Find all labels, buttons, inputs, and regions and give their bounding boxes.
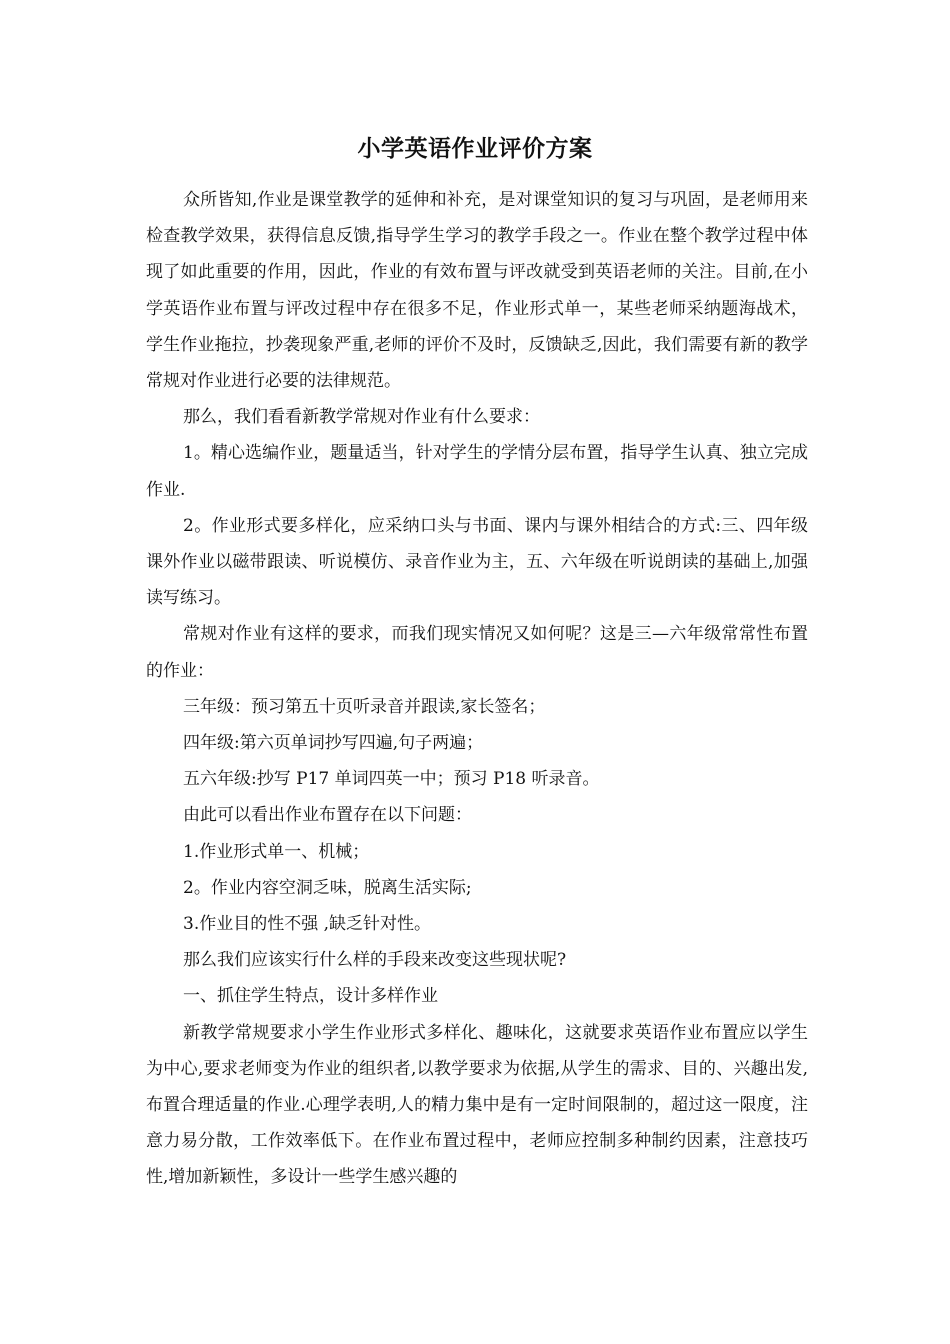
- paragraph-problems-lead: 由此可以看出作业布置存在以下问题：: [183, 805, 472, 826]
- paragraph-grade-5-6: 五六年级:抄写 P17 单词四英一中；预习 P18 听录音。: [183, 769, 600, 790]
- paragraph-requirement-2: 2。作业形式要多样化，应采纳口头与书面、课内与课外相结合的方式:三、四年级课外作业以磁带跟读、听说模仿、录音作业为主，五、六年级在听说朗读的基础上,加强读写练习。: [146, 515, 808, 609]
- document-title: 小学英语作业评价方案: [357, 135, 593, 162]
- paragraph-grade-3: 三年级：预习第五十页听录音并跟读,家长签名；: [183, 696, 546, 717]
- paragraph-section-1-body: 新教学常规要求小学生作业形式多样化、趣味化，这就要求英语作业布置应以学生为中心,要求老师变为作业的组织者,以教学要求为依据,从学生的需求、目的、兴趣出发,布置合理适量的作业.心理学表明,人的精力集中是有一定时间限制的，超过这一限度，注意力易分散，工作效率低下。在作业布置过程中，老师应控制多种制约因素，注意技巧性,增加新颖性，多设计一些学生感兴趣的: [146, 1022, 808, 1188]
- paragraph-requirements-lead: 那么，我们看看新教学常规对作业有什么要求：: [183, 407, 540, 428]
- paragraph-requirement-1: 1。精心选编作业，题量适当，针对学生的学情分层布置，指导学生认真、独立完成作业.: [146, 443, 808, 500]
- paragraph-intro: 众所皆知,作业是课堂教学的延伸和补充，是对课堂知识的复习与巩固，是老师用来检查教学效果，获得信息反馈,指导学生学习的教学手段之一。作业在整个教学过程中体现了如此重要的作用，因此，作业的有效布置与评改就受到英语老师的关注。目前,在小学英语作业布置与评改过程中存在很多不足，作业形式单一，某些老师采纳题海战术，学生作业拖拉，抄袭现象严重,老师的评价不及时，反馈缺乏,因此，我们需要有新的教学常规对作业进行必要的法律规范。: [146, 190, 808, 392]
- paragraph-problem-3: 3.作业目的性不强 ,缺乏针对性。: [183, 914, 432, 935]
- paragraph-problem-2: 2。作业内容空洞乏味，脱离生活实际;: [183, 877, 472, 898]
- paragraph-reality: 常规对作业有这样的要求，而我们现实情况又如何呢？这是三—六年级常常性布置的作业：: [146, 624, 808, 681]
- document-body: [146, 182, 808, 1196]
- paragraph-problem-1: 1.作业形式单一、机械；: [183, 841, 370, 862]
- paragraph-grade-4: 四年级:第六页单词抄写四遍,句子两遍；: [183, 733, 484, 754]
- section-heading-1: 一、抓住学生特点，设计多样作业: [183, 986, 438, 1007]
- paragraph-question: 那么我们应该实行什么样的手段来改变这些现状呢?: [183, 950, 567, 971]
